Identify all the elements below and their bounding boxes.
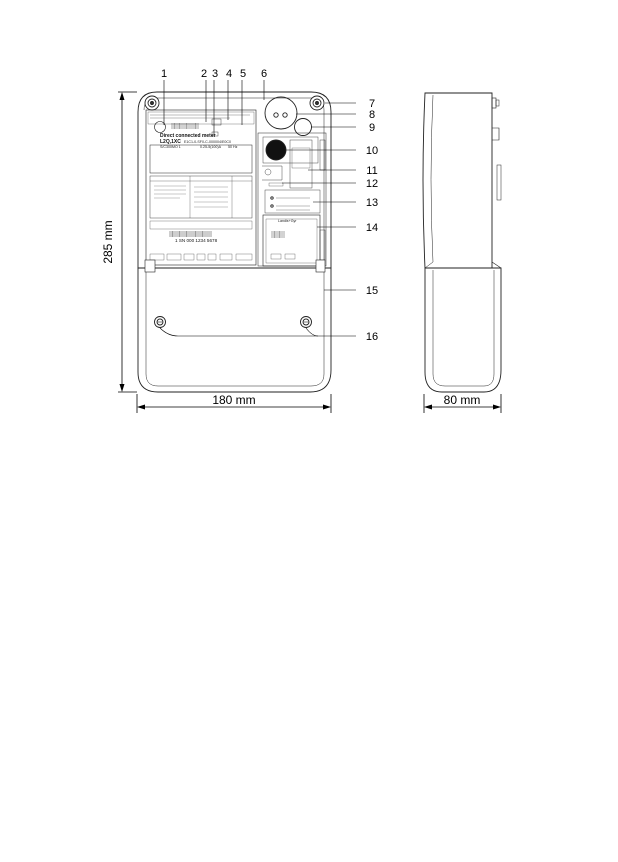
side-lower-body (425, 268, 501, 392)
height-dimension-label: 285 mm (101, 220, 115, 264)
serial-text: S/C300MO 1 (160, 145, 181, 149)
side-width-dimension-label: 80 mm (443, 393, 481, 407)
side-upper-body (423, 93, 492, 268)
meter-type-text: Direct connected meter (160, 133, 216, 139)
callout-13: 13 (365, 197, 379, 209)
callout-16: 16 (365, 331, 379, 343)
class-text: 0.25-5(100)A (200, 145, 221, 149)
callout-1: 1 (160, 68, 168, 80)
cover-screw-right (301, 317, 312, 328)
top-left-screw (145, 96, 159, 110)
model-text: L2Q,1XC (160, 139, 181, 145)
front-width-dimension-label: 180 mm (212, 393, 256, 407)
callout-4: 4 (225, 68, 233, 80)
callout-11: 11 (366, 165, 378, 177)
callout-3: 3 (211, 68, 219, 80)
side-view (423, 93, 501, 392)
callout-8: 8 (368, 109, 376, 121)
callout-numbers (161, 68, 378, 343)
callout-9: 9 (368, 122, 376, 134)
display-window (150, 145, 252, 173)
optical-interface (265, 97, 297, 129)
id-number-text: 1 SN 000 1234 5678 (175, 238, 218, 243)
callout-7: 7 (368, 98, 376, 110)
callout-15: 15 (365, 285, 379, 297)
terminal-cover (138, 268, 331, 392)
model-code-text: E1C1-0-SF0-C-000004/E0C0 (184, 140, 231, 144)
frequency-text: 50 Hz (228, 145, 238, 149)
callout-12: 12 (365, 178, 379, 190)
top-right-screw (310, 96, 324, 110)
barcode-bottom (170, 231, 211, 237)
callout-6: 6 (260, 68, 268, 80)
callout-2: 2 (200, 68, 208, 80)
callout-14: 14 (365, 222, 379, 234)
callout-10: 10 (365, 145, 379, 157)
cover-screw-left (155, 317, 166, 328)
callout-5: 5 (239, 68, 247, 80)
display-button (266, 140, 286, 160)
brand-text: Landis+Gyr (278, 219, 297, 223)
